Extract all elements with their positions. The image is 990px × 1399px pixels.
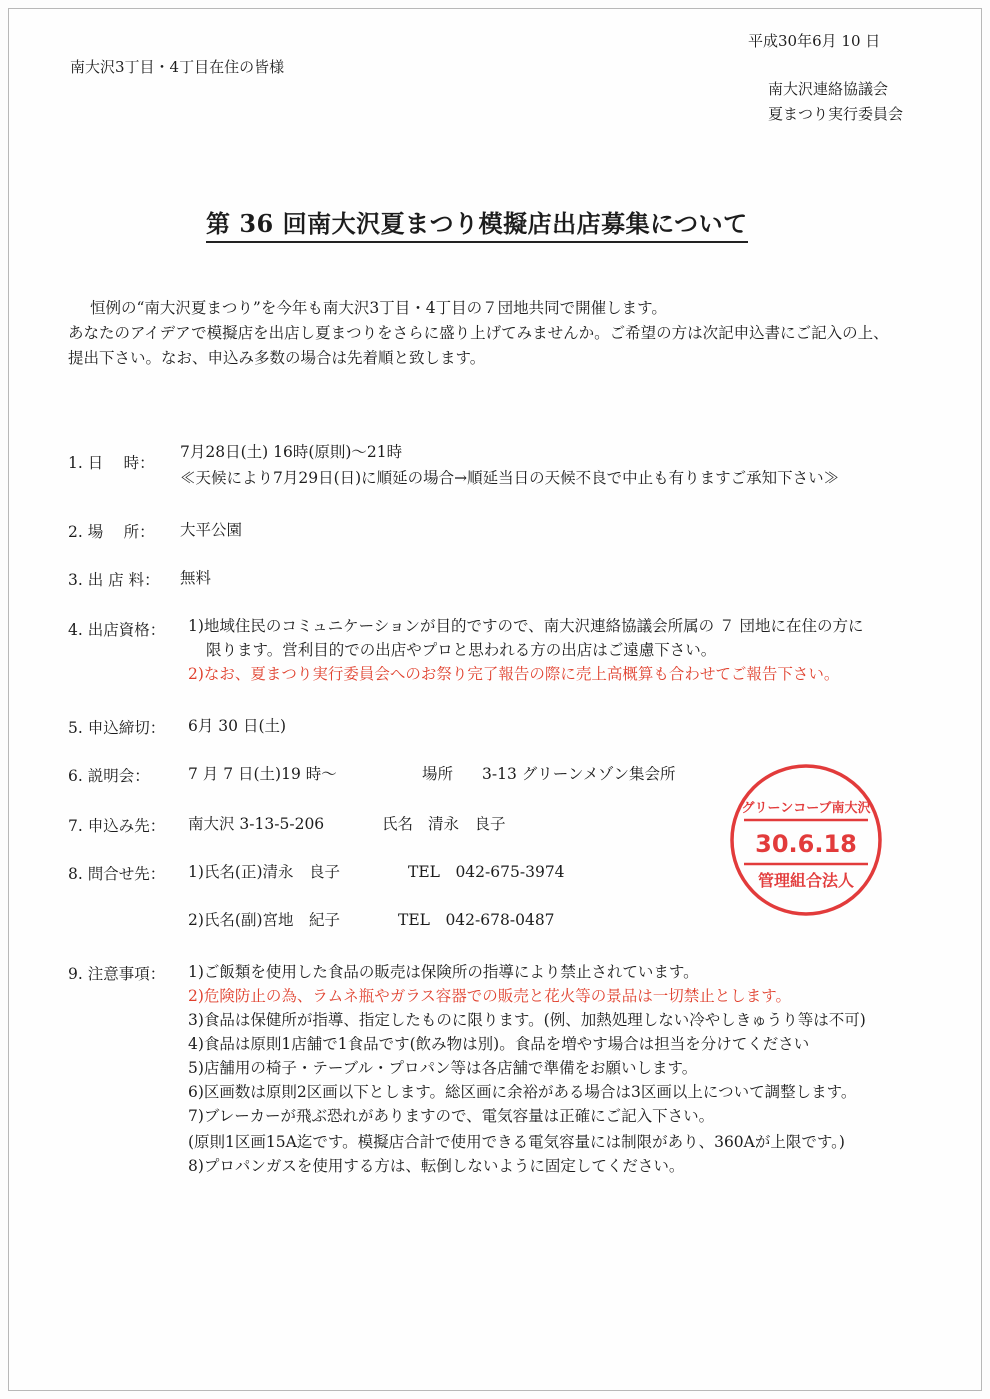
apply-address: 南大沢 3-13-5-206: [188, 815, 325, 833]
contact-1-tel: TEL 042-675-3974: [408, 863, 565, 881]
apply-label: 7. 申込み先：: [68, 817, 166, 835]
stamp-date: 30.6.18: [755, 830, 857, 858]
stamp-top-text: グリーンコーブ南大沢: [741, 801, 871, 816]
note-6: 6)区画数は原則2区画以下とします。総区画に余裕がある場合は3区画以上について調整します。: [188, 1083, 857, 1101]
apply-name-label: 氏名: [382, 815, 414, 833]
deadline-value: 6月 30 日(土): [188, 717, 287, 735]
note-8: 8)プロパンガスを使用する方は、転倒しないように固定してください。: [188, 1157, 685, 1175]
stamp-bottom-text: 管理組合法人: [757, 871, 855, 890]
notes-label: 9. 注意事項：: [68, 965, 166, 983]
note-1: 1)ご飯類を使用した食品の販売は保険所の指導により禁止されています。: [188, 963, 699, 981]
intro-line-2: あなたのアイデアで模擬店を出店し夏まつりをさらに盛り上げてみませんか。ご希望の方は次記申込書にご記入の上、: [68, 324, 889, 342]
date-label: 1. 日 時：: [68, 454, 155, 472]
note-7-detail: (原則1区画15A迄です。模擬店合計で使用できる電気容量には制限があり、360Aが上限です。): [188, 1133, 845, 1151]
addressee: 南大沢3丁目・4丁目在住の皆様: [70, 58, 285, 76]
date-value: 7月28日(土) 16時(原則)～21時: [180, 443, 403, 461]
briefing-place-label: 場所: [422, 765, 454, 783]
qualification-2: 2)なお、夏まつり実行委員会へのお祭り完了報告の際に売上高概算も合わせてご報告下さい。: [188, 665, 840, 683]
seal-stamp: [726, 760, 886, 920]
contact-2-tel: TEL 042-678-0487: [398, 911, 555, 929]
briefing-value: 7 月 7 日(土)19 時～: [188, 765, 337, 783]
briefing-place-value: 3-13 グリーンメゾン集会所: [482, 765, 676, 783]
apply-name: 清永 良子: [428, 815, 506, 833]
organization-name: 南大沢連絡協議会: [768, 80, 889, 98]
fee-value: 無料: [180, 569, 212, 587]
qualification-1a: 1)地域住民のコミュニケーションが目的ですので、南大沢連絡協議会所属の ７ 団地に在住の方に: [188, 617, 864, 635]
note-4: 4)食品は原則1店舗で1食品です(飲み物は別)。食品を増やす場合は担当を分けてください: [188, 1035, 810, 1053]
document-date: 平成30年6月 10 日: [748, 32, 881, 50]
note-7: 7)ブレーカーが飛ぶ恐れがありますので、電気容量は正確にご記入下さい。: [188, 1107, 715, 1125]
contact-1-name: 1)氏名(正)清永 良子: [188, 863, 341, 881]
committee-name: 夏まつり実行委員会: [768, 105, 904, 123]
date-note: ≪天候により7月29日(日)に順延の場合→順延当日の天候不良で中止も有りますご承知下さい≫: [180, 469, 840, 487]
place-label: 2. 場 所：: [68, 523, 155, 541]
intro-line-3: 提出下さい。なお、申込み多数の場合は先着順と致します。: [68, 349, 486, 367]
document-title: 第 36 回南大沢夏まつり模擬店出店募集について: [206, 204, 748, 243]
note-5: 5)店舗用の椅子・テーブル・プロパン等は各店舗で準備をお願いします。: [188, 1059, 698, 1077]
briefing-label: 6. 説明会：: [68, 767, 150, 785]
note-2: 2)危険防止の為、ラムネ瓶やガラス容器での販売と花火等の景品は一切禁止とします。: [188, 987, 792, 1005]
contact-2-name: 2)氏名(副)宮地 紀子: [188, 911, 341, 929]
place-value: 大平公園: [180, 521, 243, 539]
fee-label: 3. 出 店 料：: [68, 571, 160, 589]
qualification-label: 4. 出店資格：: [68, 621, 166, 639]
note-3: 3)食品は保健所が指導、指定したものに限ります。(例、加熱処理しない冷やしきゅうり等は不可): [188, 1011, 866, 1029]
contact-label: 8. 問合せ先：: [68, 865, 166, 883]
deadline-label: 5. 申込締切：: [68, 719, 166, 737]
intro-line-1: 恒例の“南大沢夏まつり”を今年も南大沢3丁目・4丁目の７団地共同で開催します。: [90, 299, 667, 317]
qualification-1b: 限ります。営利目的での出店やプロと思われる方の出店はご遠慮下さい。: [206, 641, 717, 659]
